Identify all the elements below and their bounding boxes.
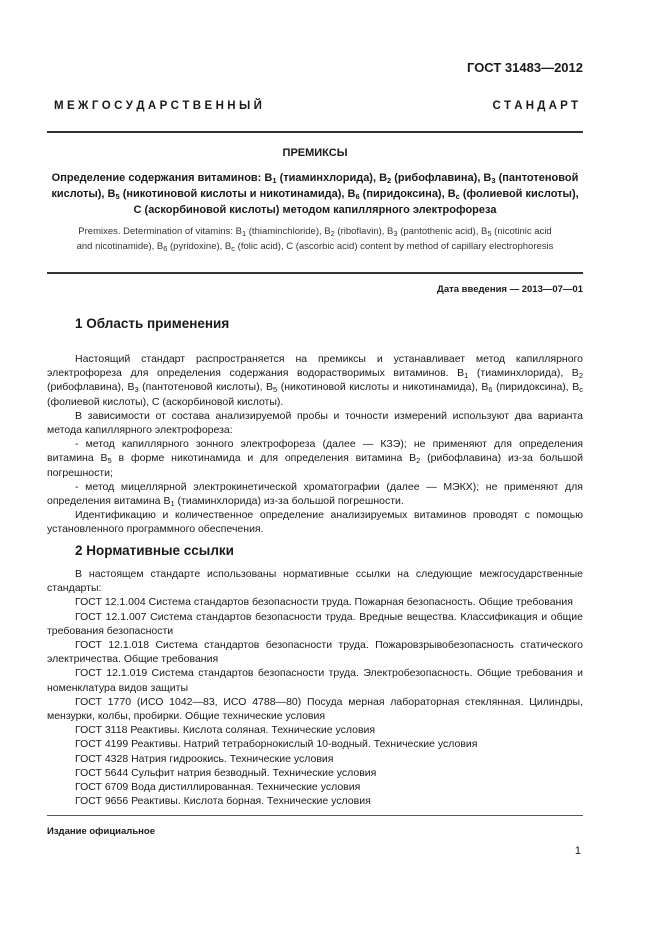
reference-text: ГОСТ 9656 Реактивы. Кислота борная. Технические условия	[75, 795, 371, 808]
reference-text: ГОСТ 4199 Реактивы. Натрий тетраборнокислый 10-водный. Технические условия	[75, 738, 478, 751]
reference-item	[47, 780, 583, 794]
title-bottom-rule	[47, 272, 583, 274]
reference-item	[47, 723, 583, 737]
reference-text: ГОСТ 12.1.007 Система стандартов безопасности труда. Вредные вещества. Классификация и общие требования безопасности	[47, 610, 583, 637]
reference-item	[47, 752, 583, 766]
paragraph	[47, 409, 583, 437]
reference-item	[47, 794, 583, 808]
english-subtitle-line2: and nicotinamide), $B_6$ (pyridoxine), $B_c$ (folic acid), C (ascorbic acid) content by method of capillary electrophoresis	[76, 241, 554, 253]
section-1-body	[47, 352, 583, 537]
footer-rule	[47, 815, 583, 816]
reference-text: ГОСТ 5644 Сульфит натрия безводный. Технические условия	[75, 766, 377, 779]
paragraph	[47, 437, 583, 480]
reference-item	[47, 595, 583, 609]
standard-word-interstate: М Е Ж Г О С У Д А Р С Т В Е Н Н Ы Й	[54, 100, 262, 112]
section-1-heading: 1 Область применения	[75, 316, 230, 331]
page-number: 1	[574, 845, 581, 857]
paragraph-text: Идентификацию и количественное определение анализируемых витаминов проводят с помощью установленного программного обеспечения.	[47, 509, 583, 536]
russian-subtitle-line1: Определение содержания витаминов: $B_1$ (тиаминхлорида), $B_2$ (рибофлавина), $B_3$ (пантотеновой	[51, 172, 579, 185]
paragraph	[47, 567, 583, 595]
reference-text: ГОСТ 4328 Натрия гидроокись. Технические условия	[75, 752, 334, 765]
paragraph-text: - метод мицеллярной электрокинетической хроматографии (далее — МЭКХ); не применяют для определения витамина $B_1$ (тиаминхлорида) из-за большой погрешности.	[47, 480, 583, 509]
reference-text: ГОСТ 12.1.004 Система стандартов безопасности труда. Пожарная безопасность. Общие требования	[75, 596, 573, 609]
reference-item	[47, 638, 583, 666]
official-edition-label: Издание официальное	[47, 826, 155, 837]
reference-item	[47, 766, 583, 780]
reference-item	[47, 666, 583, 694]
paragraph	[47, 508, 583, 536]
paragraph-text: В зависимости от состава анализируемой пробы и точности измерений используют два варианта метода капиллярного электрофореза:	[47, 409, 583, 437]
english-subtitle-line1: Premixes. Determination of vitamins: $B_1$ (thiaminchloride), $B_2$ (riboflavin), $B_3$ (pantothenic acid), $B_5$ (nicotinic acid	[78, 226, 552, 238]
paragraph-text: Настоящий стандарт распространяется на премиксы и устанавливает метод капиллярного электрофореза для определения содержания водорастворимых витаминов. $B_1$ (тиаминхлорида), $B_2$ (рибофлавина), $B_3$ (пантотеновой кислоты), $B_5$ (никотиновой кислоты и никотинамида), $B_6$ (пиридоксина), $B_c$ (фолиевой кислоты), C (аскорбиновой кислоты).	[47, 353, 583, 408]
reference-item	[47, 695, 583, 723]
section-2-body	[47, 567, 583, 808]
reference-text: ГОСТ 1770 (ИСО 1042—83, ИСО 4788—80) Посуда мерная лабораторная стеклянная. Цилиндры, мензурки, колбы, пробирки. Общие технические условия	[47, 695, 583, 723]
russian-subtitle-line2: кислоты), $B_5$ (никотиновой кислоты и никотинамида), $B_6$ (пиридоксина), $B_c$ (фолиевой кислоты),	[51, 188, 579, 201]
reference-text: ГОСТ 6709 Вода дистиллированная. Технические условия	[75, 781, 361, 794]
paragraph	[47, 352, 583, 409]
paragraph	[47, 480, 583, 508]
reference-text: ГОСТ 3118 Реактивы. Кислота соляная. Технические условия	[75, 724, 376, 737]
paragraph-text: В настоящем стандарте использованы нормативные ссылки на следующие межгосударственные стандарты:	[47, 568, 583, 595]
document-title: ПРЕМИКСЫ	[282, 147, 348, 159]
russian-subtitle	[47, 170, 583, 218]
reference-item	[47, 610, 583, 638]
reference-item	[47, 737, 583, 751]
russian-subtitle-line3: C (аскорбиновой кислоты) методом капиллярного электрофореза	[133, 204, 497, 216]
top-rule	[47, 131, 583, 133]
reference-text: ГОСТ 12.1.019 Система стандартов безопасности труда. Электробезопасность. Общие требования и номенклатура видов защиты	[47, 667, 583, 694]
document-code: ГОСТ 31483—2012	[467, 60, 583, 75]
standard-word-standard: С Т А Н Д А Р Т	[492, 100, 578, 112]
english-subtitle	[47, 224, 583, 254]
section-2-heading: 2 Нормативные ссылки	[75, 543, 234, 558]
paragraph-text: - метод капиллярного зонного электрофореза (далее — КЗЭ); не применяют для определения витамина $B_5$ в форме никотинамида и для определения витамина $B_2$ (рибофлавина) из-за большой погрешности;	[47, 438, 583, 479]
reference-text: ГОСТ 12.1.018 Система стандартов безопасности труда. Пожаровзрывобезопасность статического электричества. Общие требования	[47, 639, 583, 666]
introduction-date: Дата введения — 2013—07—01	[437, 284, 583, 295]
standard-type-heading	[54, 100, 578, 112]
